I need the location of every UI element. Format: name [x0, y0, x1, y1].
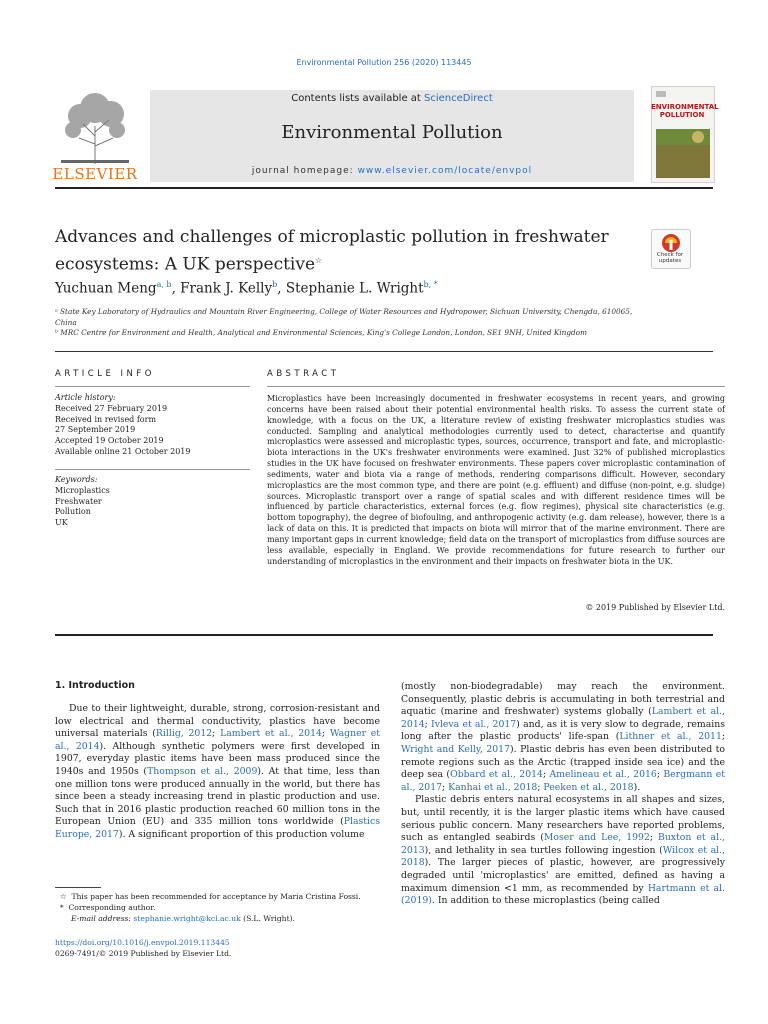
history-line: Accepted 19 October 2019 — [55, 436, 164, 446]
keywords-rule — [55, 469, 250, 470]
affiliation-a: ᵃ State Key Laboratory of Hydraulics and Mountain River Engineering, College of Water Resources and Hydropower, Sichuan University, Chengdu, 610065, — [55, 307, 633, 316]
citation-link[interactable]: Lambert et al., 2014 — [220, 728, 322, 740]
footnote-corresponding: * Corresponding author. — [55, 902, 156, 912]
citation-link[interactable]: Amelineau et al., 2016 — [549, 769, 657, 781]
paragraph-text: ). A significant proportion of this production volume — [118, 828, 365, 840]
citation-link[interactable]: Hartmann et al. (2019) — [401, 882, 725, 907]
author-affil-sup[interactable]: b, * — [423, 280, 438, 289]
intro-paragraph — [55, 703, 380, 842]
abstract-rule — [267, 386, 725, 387]
citation-link[interactable]: Moser and Lee, 1992 — [543, 832, 650, 844]
email-label: E-mail address: — [71, 913, 131, 923]
author-list: Yuchuan Meng$^{a, b}$, Frank J. Kelly$^b$, Stephanie L. Wright$^{b, *}$ — [55, 280, 438, 297]
article-title — [55, 226, 635, 277]
citation-link[interactable]: Ivleva et al., 2017 — [431, 718, 517, 730]
paragraph-text: ). Although synthetic polymers were first developed in 1907, everyday plastic items have been mass produced since the 1940s and 1950s ( — [55, 740, 380, 777]
affiliation-a-cont: China — [55, 318, 77, 327]
author-name[interactable]: Yuchuan Meng — [55, 280, 157, 297]
citation-link[interactable]: Bergmann et al., 2017 — [401, 769, 726, 793]
affiliation-b: ᵇ MRC Centre for Environment and Health, Analytical and Environmental Sciences, King's College London, London, SE1 9NH, United Kingdom — [55, 328, 587, 337]
issn-line: 0269-7491/© 2019 Published by Elsevier Ltd. — [55, 948, 232, 958]
footnote-rule — [55, 887, 101, 888]
abstract-heading: ABSTRACT — [267, 369, 340, 379]
paragraph-text: ; — [649, 832, 658, 844]
contents-prefix: Contents lists available at — [291, 93, 421, 104]
citation-link[interactable]: Wilcox et al., 2018 — [401, 844, 725, 869]
doi-block — [55, 938, 385, 959]
intro-paragraph — [401, 681, 725, 794]
citation-link[interactable]: Kanhai et al., 2018 — [448, 781, 538, 793]
title-line-1: Advances and challenges of microplastic pollution in freshwater — [55, 227, 609, 247]
title-line-2 — [55, 249, 635, 277]
title-star[interactable]: ☆ — [315, 256, 323, 265]
homepage-prefix: journal homepage: — [251, 166, 354, 176]
author-affil-sup[interactable]: b — [272, 280, 278, 289]
abstract-end-rule — [55, 634, 713, 636]
journal-homepage — [150, 166, 634, 176]
email-link[interactable]: stephanie.wright@kcl.ac.uk — [133, 913, 241, 923]
paragraph-text: ; — [656, 769, 664, 781]
paragraph-text: ). — [633, 781, 641, 793]
history-line: Received in revised form — [55, 414, 157, 424]
footnotes — [55, 892, 385, 924]
citation-link[interactable]: Peeken et al., 2018 — [543, 781, 634, 793]
history-line: 27 September 2019 — [55, 425, 136, 435]
paragraph-text: ; — [537, 781, 544, 793]
paragraph-text: Due to their lightweight, durable, strong, corrosion-resistant and low electrical and thermal conductivity, plastics have become universal materials ( — [55, 703, 380, 740]
paragraph-text: (mostly non-biodegradable) may reach the environment. Consequently, plastic debris is accumulating in both terrestrial and aquatic (marine and freshwater) systems globally ( — [401, 681, 725, 718]
paragraph-text: ; — [542, 769, 550, 781]
article-history — [55, 393, 245, 458]
paragraph-text: ). The larger pieces of plastic, however, are progressively degraded until 'microplastics' are emitted, defined as having a maximum dimension <1 mm, as recommended by — [401, 857, 725, 894]
paragraph-text: ) and, as it is very slow to degrade, remains long after the plastic products' life-span ( — [401, 718, 725, 743]
journal-citation[interactable]: Environmental Pollution 256 (2020) 113445 — [296, 58, 472, 67]
abstract-text: Microplastics have been increasingly documented in freshwater ecosystems in recent years, and growing concerns have been raised about their potential environmental health risks. To assess the current state of knowledge, with a focus on the UK, a literature review of existing freshwater microplastics studies was conducted. Sampling and analytical methodologies currently used to detect, characterise and quantify microplastics were assessed and microplastic types, sources, occurrence, transport and fate, and microplastic-biota interactions in the UK's freshwater environments were examined. Just 32% of published microplastics studies in the UK have focused on freshwater environments. These papers cover microplastic contamination of sediments, water and biota via a range of methods, rendering comparisons difficult. However, secondary microplastics are the most common type, and there are point (e.g. effluent) and diffuse (non-point, e.g. sludge) sources. Microplastic transport over a range of spatial scales and with different residence times will be influenced by particle characteristics, external forces (e.g. flow regimes), physical site characteristics (e.g. bottom topography), the degree of biofouling, and anthropogenic activity (e.g. dam release), however, there is a lack of data on this. It is predicted that impacts on biota will mirror that of the marine environment. There are many important gaps in current knowledge; field data on the transport of microplastics from diffuse sources are less available, especially in England. We provide recommendations for future research to further our understanding of microplastics in the environment and their impacts on freshwater biota in the UK. — [267, 394, 725, 566]
keyword: Pollution — [55, 507, 91, 517]
citation-link[interactable]: Wright and Kelly, 2017 — [401, 743, 511, 755]
footnote-star: ☆ This paper has been recommended for acceptance by Maria Cristina Fossi. — [55, 892, 361, 901]
keyword: Freshwater — [55, 496, 102, 506]
header-rule — [55, 187, 713, 189]
elsevier-wordmark: ELSEVIER — [52, 165, 138, 183]
author-affil-sup[interactable]: a, b — [156, 280, 172, 289]
homepage-link[interactable]: www.elsevier.com/locate/envpol — [357, 166, 533, 176]
sciencedirect-link[interactable]: ScienceDirect — [424, 93, 493, 104]
journal-name: Environmental Pollution — [281, 122, 503, 143]
article-info-rule — [55, 386, 250, 387]
citation-link[interactable]: Buxton et al., 2013 — [401, 832, 725, 856]
article-info-heading: ARTICLE INFO — [55, 369, 155, 379]
journal-cover-thumbnail[interactable] — [651, 86, 719, 183]
citation-link[interactable]: Thompson et al., 2009 — [147, 765, 258, 777]
paragraph-text: . In addition to these microplastics (being called — [431, 895, 660, 907]
citation-link[interactable]: Obbard et al., 2014 — [450, 769, 543, 781]
footnote-corresponding-text: Corresponding author. — [68, 902, 156, 912]
footnote-email — [55, 914, 385, 925]
paragraph-text: ). Plastic debris has even been distributed to remote regions such as the Arctic (trapped inside sea ice) and the deep sea ( — [401, 743, 725, 781]
citation-link[interactable]: Lithner et al., 2011 — [619, 731, 722, 743]
paragraph-text: Plastic debris enters natural ecosystems in all shapes and sizes, but, until recently, it is the larger plastic items which have caused serious public concern. Many researchers have reported problems, such as entangled seabirds ( — [401, 794, 725, 844]
crossmark-label: Check for updates — [656, 252, 684, 264]
intro-left-column — [55, 703, 380, 842]
paragraph-text: ; — [442, 781, 449, 793]
history-line: Received 27 February 2019 — [55, 403, 168, 413]
citation-link[interactable]: Plastics Europe, 2017 — [55, 816, 380, 840]
intro-right-column — [401, 681, 725, 908]
keywords — [55, 475, 245, 529]
affiliations-rule — [55, 351, 713, 352]
contents-line — [150, 93, 634, 104]
citation-link[interactable]: Lambert et al., 2014 — [401, 706, 725, 730]
title-line-2-text: ecosystems: A UK perspective — [55, 254, 316, 275]
keywords-label: Keywords: — [55, 475, 98, 484]
paragraph-text: ; — [424, 718, 432, 730]
intro-paragraph — [401, 794, 725, 907]
citation-link[interactable]: Wagner et al., 2014 — [55, 728, 381, 752]
abstract-copyright: © 2019 Published by Elsevier Ltd. — [585, 603, 725, 612]
keyword: UK — [55, 518, 68, 528]
keyword: Microplastics — [55, 485, 110, 495]
paragraph-text: ; — [321, 728, 330, 740]
cover-title: ENVIRONMENTAL POLLUTION — [651, 103, 719, 119]
history-line: Available online 21 October 2019 — [55, 446, 191, 456]
paragraph-text: ; — [721, 731, 725, 743]
author-name[interactable]: Frank J. Kelly — [180, 280, 273, 297]
paragraph-text: ). At that time, less than one million tons were produced annually in the world, but there has since been a steady increasing trend in plastic production and use. Such that in 2016 plastic production reached 60 million tons in the European Union (EU) and 335 million tons worldwide ( — [55, 765, 380, 828]
email-suffix: (S.L. Wright). — [243, 913, 296, 923]
author-name[interactable]: Stephanie L. Wright — [285, 280, 424, 297]
paragraph-text: ; — [212, 728, 221, 740]
paragraph-text: ), and lethality in sea turtles following ingestion ( — [424, 844, 663, 856]
footnote-star-text: This paper has been recommended for acceptance by Maria Cristina Fossi. — [71, 892, 361, 901]
section-heading-introduction: 1. Introduction — [55, 680, 135, 691]
doi-link[interactable]: https://doi.org/10.1016/j.envpol.2019.113445 — [55, 938, 230, 947]
citation-link[interactable]: Rillig, 2012 — [155, 728, 213, 740]
history-label: Article history: — [55, 393, 116, 402]
